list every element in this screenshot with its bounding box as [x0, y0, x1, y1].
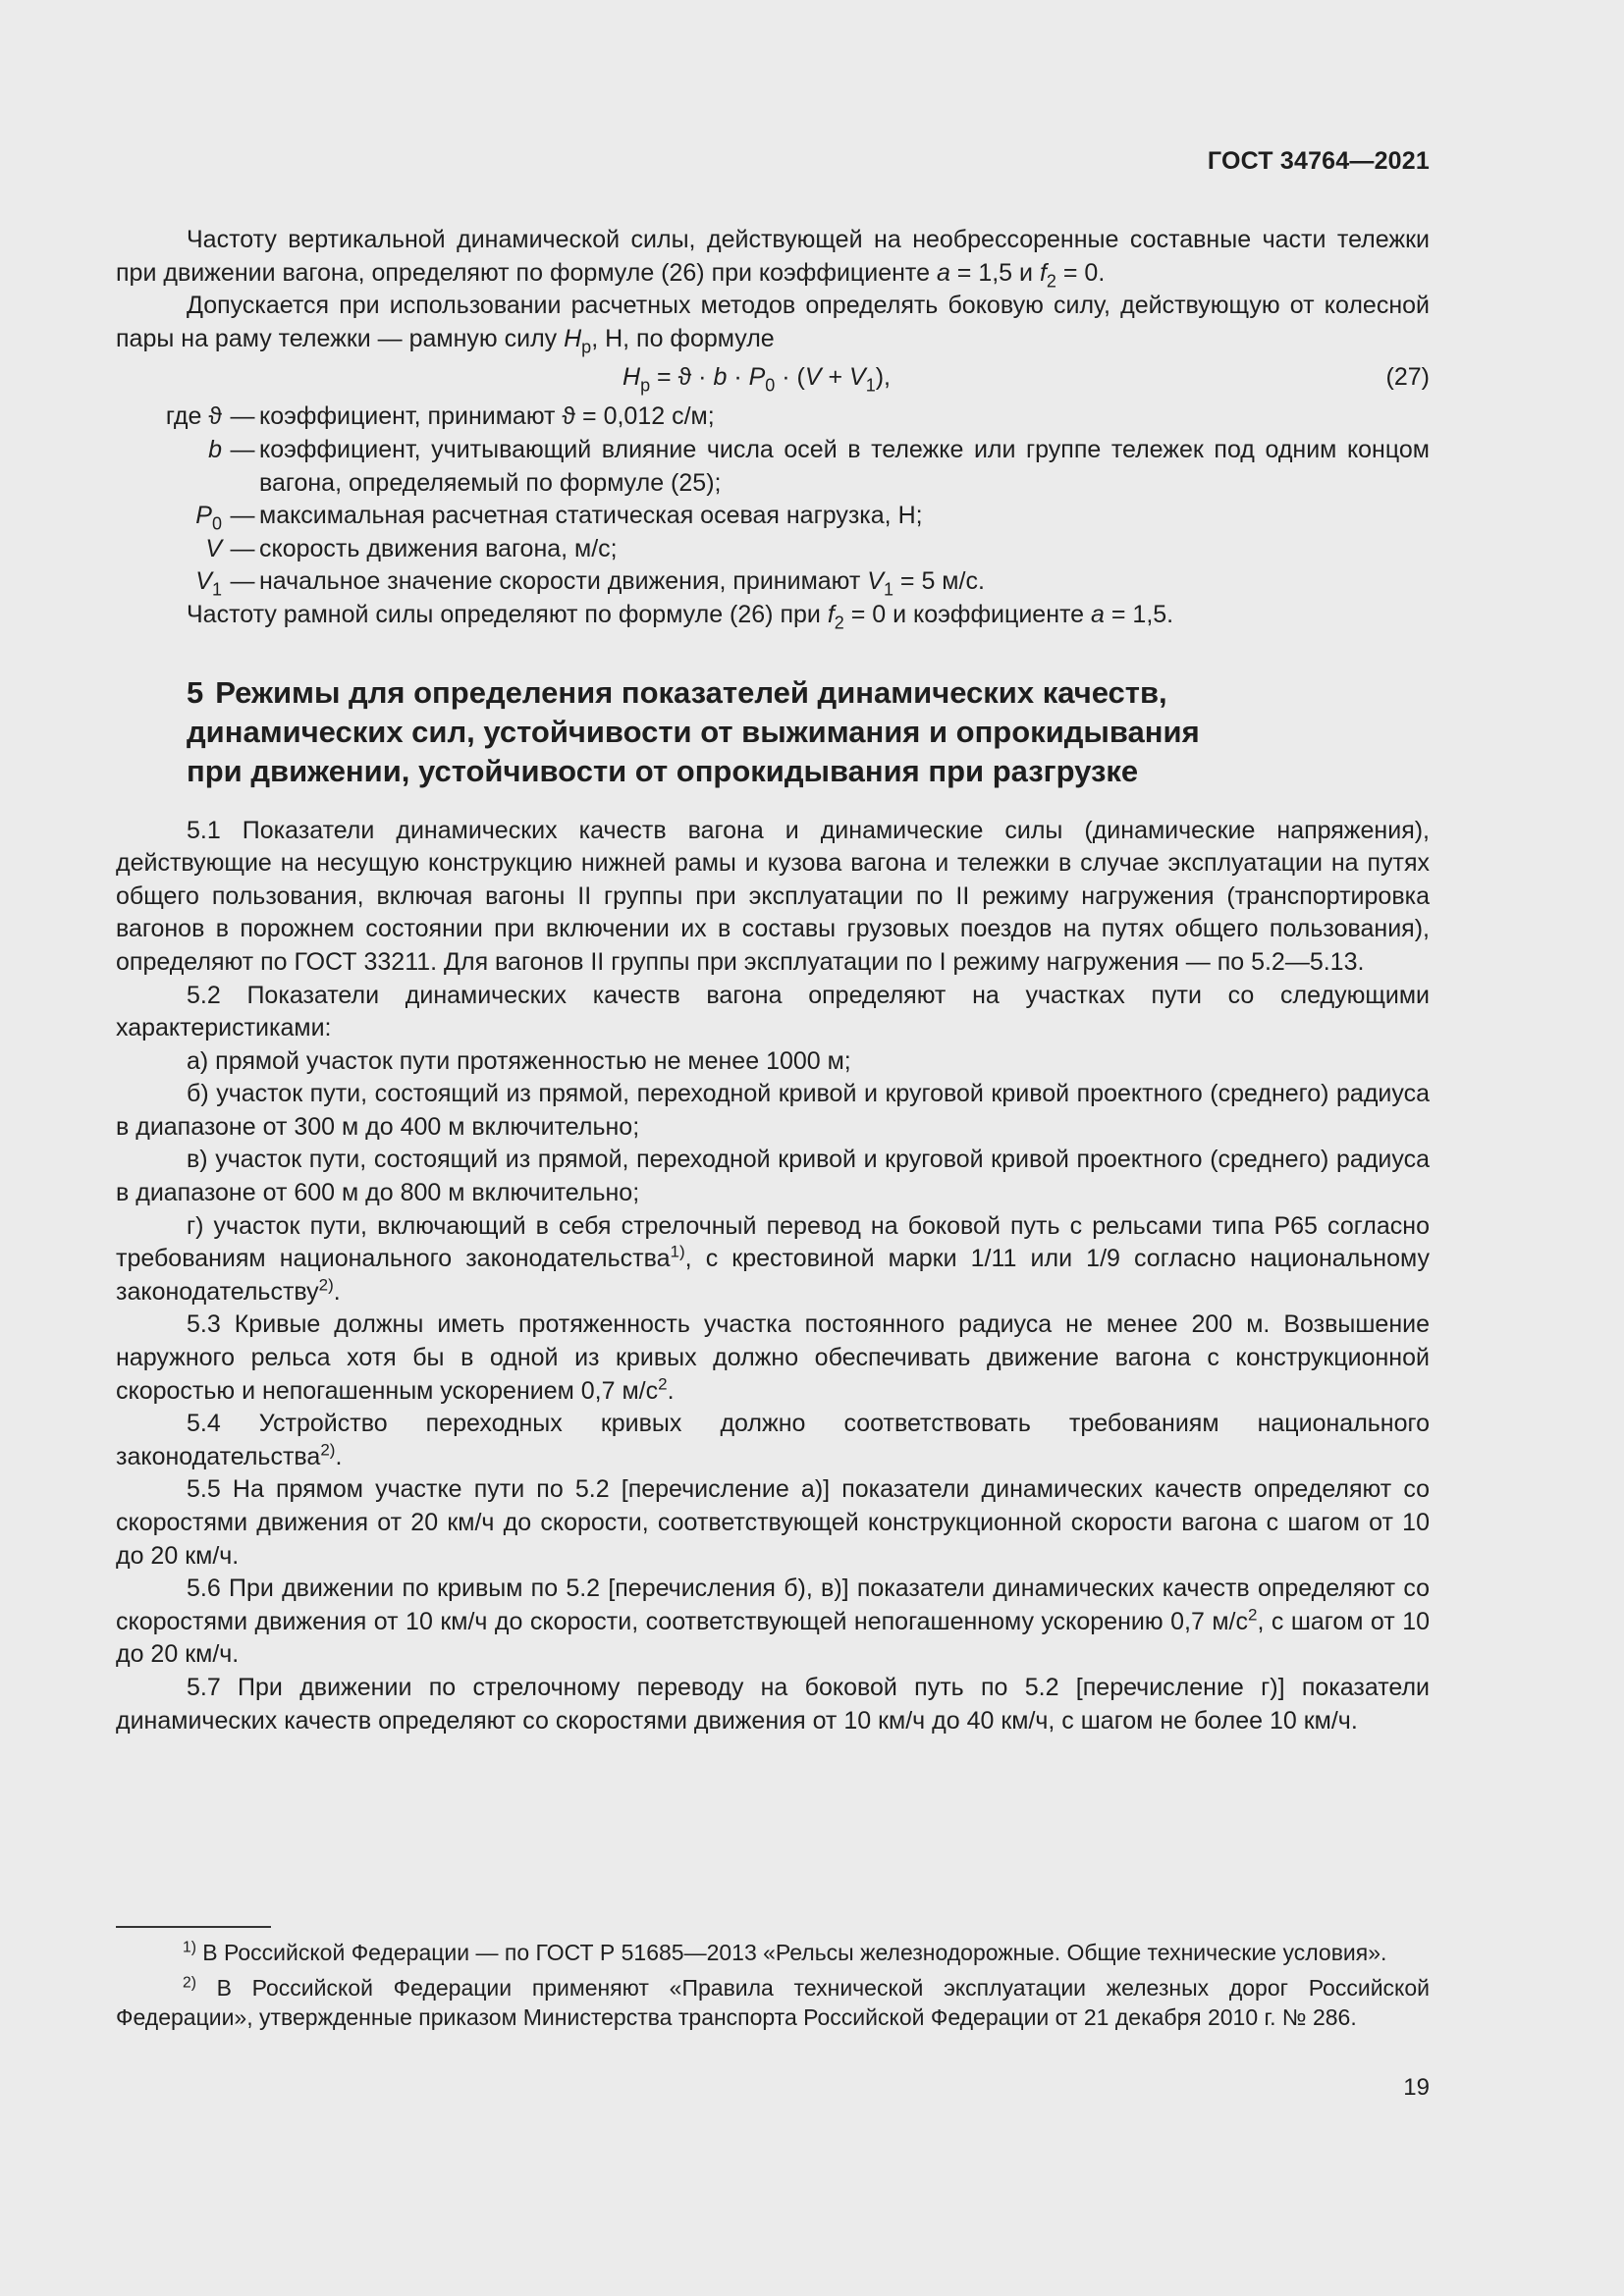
superscript: 2	[658, 1374, 668, 1394]
where-item	[116, 434, 1430, 500]
page-number: 19	[1403, 2074, 1430, 2101]
section-title-line: при движении, устойчивости от опрокидывания при разгрузке	[187, 753, 1139, 788]
where-item	[116, 533, 1430, 566]
formula-expression: $H_р = ϑ \cdot b \cdot P_0 \cdot (V + V_1)$,	[623, 363, 892, 396]
clause-text: , с крестовиной марки 1/11 или 1/9 согласно национальному законодательству	[116, 1245, 1430, 1306]
section-title-line: Режимы для определения показателей динамических качеств,	[215, 674, 1167, 710]
where-item	[116, 400, 1430, 434]
section-heading	[187, 673, 1430, 791]
document-body	[116, 224, 1430, 1737]
formula-number: (27)	[1385, 363, 1430, 392]
footnote-2	[116, 1973, 1430, 2032]
where-definition: максимальная расчетная статическая осевая нагрузка, Н;	[259, 502, 923, 530]
where-dash: —	[230, 402, 255, 431]
paragraph-frame-force-frequency: Частоту рамной силы определяют по формуле (26) при $f_2 = 0$ и коэффициенте a = 1,5.	[187, 600, 1174, 633]
footnote-ref: 2)	[318, 1275, 334, 1295]
where-definition: скорость движения вагона, м/с;	[259, 534, 618, 562]
clause-5-6	[116, 1573, 1430, 1672]
where-symbol: где ϑ	[165, 402, 222, 431]
section-number: 5	[187, 674, 204, 710]
clause-5-1: 5.1 Показатели динамических качеств вагона и динамические силы (динамические напряжения), действующие на несущую конструкцию нижней рамы и кузова вагона и тележки в случае эксплуатации на путях общего пользования, включая вагоны II группы при эксплуатации по II режиму нагружения (транспортировка вагонов в порожнем состоянии при включении их в составы грузовых поездов на путях общего пользования), определяют по ГОСТ 33211. Для вагонов II группы при эксплуатации по I режиму нагружения — по 5.2—5.13.	[116, 816, 1430, 976]
footnote-ref: 2)	[320, 1440, 336, 1460]
where-definition: начальное значение скорости движения, принимают $V_1 = 5$ м/с.	[259, 567, 985, 600]
where-dash: —	[230, 435, 255, 463]
clause-text: 5.3 Кривые должны иметь протяженность участка постоянного радиуса не менее 200 м. Возвышение наружного рельса хотя бы в одной из кривых должно обеспечивать движение вагона с конструкционной скоростью и непогашенным ускорением 0,7 м/с	[116, 1310, 1430, 1405]
where-dash: —	[230, 502, 255, 530]
clause-5-2: 5.2 Показатели динамических качеств вагона определяют на участках пути со следующими характеристиками:	[116, 981, 1430, 1042]
where-dash: —	[230, 567, 255, 596]
clause-5-2-b: б) участок пути, состоящий из прямой, переходной кривой и круговой кривой проектного (среднего) радиуса в диапазоне от 300 м до 400 м включительно;	[116, 1080, 1430, 1141]
footnote-text: В Российской Федерации применяют «Правила технической эксплуатации железных дорог Российской Федерации», утвержденные приказом Министерства транспорта Российской Федерации от 21 декабря 2010 г. № 286.	[116, 1975, 1431, 2030]
footnote-text: В Российской Федерации — по ГОСТ Р 51685—2013 «Рельсы железнодорожные. Общие технические условия».	[202, 1940, 1387, 1965]
clause-5-7: 5.7 При движении по стрелочному переводу на боковой путь по 5.2 [перечисление г)] показатели динамических качеств определяют со скоростями движения от 10 км/ч до 40 км/ч, с шагом не более 10 км/ч.	[116, 1673, 1430, 1735]
where-item	[116, 500, 1430, 533]
footnotes	[116, 1938, 1430, 2038]
where-dash: —	[230, 534, 255, 562]
clause-5-5: 5.5 На прямом участке пути по 5.2 [перечисление а)] показатели динамических качеств определяют со скоростями движения от 20 км/ч до скорости, соответствующей конструкционной скорости вагона с шагом от 10 до 20 км/ч.	[116, 1475, 1430, 1570]
footnote-separator	[116, 1926, 271, 1928]
paragraph-vertical-force-frequency: Частоту вертикальной динамической силы, действующей на необрессоренные составные части тележки при движении вагона, определяют по формуле (26) при коэффициенте a = 1,5 и $f_2 = 0$.	[116, 226, 1430, 291]
clause-5-4: 5.4 Устройство переходных кривых должно соответствовать требованиям национального законодательства$^{2)}$.	[116, 1410, 1430, 1470]
where-definition: коэффициент, учитывающий влияние числа осей в тележке или группе тележек под одним концом вагона, определяемый по формуле (25);	[259, 435, 1430, 497]
where-definition: коэффициент, принимают ϑ = 0,012 с/м;	[259, 402, 715, 431]
where-symbol: $P_0$	[195, 502, 222, 534]
footnote-ref: 1)	[670, 1242, 685, 1261]
clause-5-3: 5.3 Кривые должны иметь протяженность участка постоянного радиуса не менее 200 м. Возвышение наружного рельса хотя бы в одной из кривых должно обеспечивать движение вагона с конструкционной скоростью и непогашенным ускорением 0,7 $м/с^2$.	[116, 1310, 1430, 1405]
clause-text: г) участок пути, включающий в себя стрелочный перевод на боковой путь с рельсами типа Р65 согласно требованиям национального законодательства	[116, 1211, 1430, 1273]
clause-5-2-d: г) участок пути, включающий в себя стрелочный перевод на боковой путь с рельсами типа Р65 согласно требованиям национального законодательства$^{1)}$, с крестовиной марки 1/11 или 1/9 согласно национальному законодательству$^{2)}$.	[116, 1211, 1430, 1306]
where-item	[116, 565, 1430, 599]
section-title-line: динамических сил, устойчивости от выжимания и опрокидывания	[187, 714, 1200, 749]
formula-27	[116, 357, 1430, 397]
footnote-mark: 1)	[183, 1939, 196, 1956]
paragraph-frame-force: Допускается при использовании расчетных методов определять боковую силу, действующую от колесной пары на раму тележки — рамную силу $H_р$, Н, по формуле	[116, 292, 1430, 357]
footnote-1	[116, 1938, 1430, 1967]
where-symbol: b	[208, 435, 222, 463]
document-header: ГОСТ 34764—2021	[1207, 147, 1430, 175]
clause-5-2-a: а) прямой участок пути протяженностью не менее 1000 м;	[187, 1046, 851, 1075]
clause-text: 5.6 При движении по кривым по 5.2 [перечисления б), в)] показатели динамических качеств определяют со скоростями движения от 10 км/ч до скорости, соответствующей непогашенному ускорению 0,7 м/с	[116, 1575, 1430, 1635]
where-symbol: V	[205, 534, 222, 562]
where-symbol: $V_1$	[195, 567, 222, 600]
clause-text: 5.4 Устройство переходных кривых должно соответствовать требованиям национального законодательства	[116, 1410, 1430, 1470]
superscript: 2	[1247, 1605, 1258, 1625]
clause-text: , с шагом от 10 до 20 км/ч.	[116, 1607, 1430, 1669]
clause-5-2-c: в) участок пути, состоящий из прямой, переходной кривой и круговой кривой проектного (среднего) радиуса в диапазоне от 600 м до 800 м включительно;	[116, 1146, 1430, 1207]
footnote-mark: 2)	[183, 1974, 196, 1992]
